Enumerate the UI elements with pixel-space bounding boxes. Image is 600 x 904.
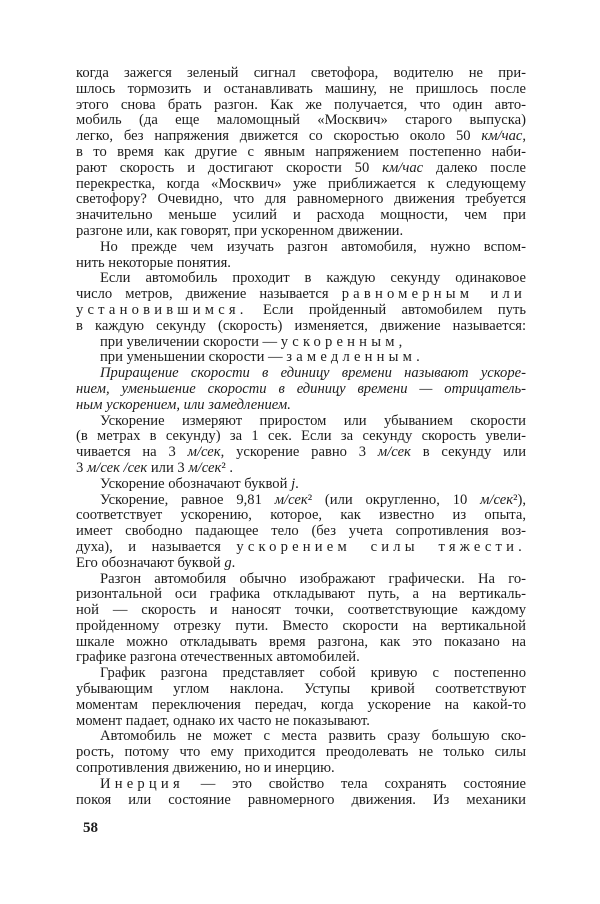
text-segment: Если автомобиль проходит в каждую секунду одинаковое [100,270,526,287]
text-line [76,714,526,730]
text-segment: легко, без напряжения движется со скоростью около 50 [76,128,482,145]
text-line [76,113,526,129]
text-line [76,287,526,303]
italic-text: м/сек [274,491,308,508]
text-line [76,177,526,193]
text-segment: (в метрах в секунду) за 1 сек. Если за секунду скорость увели- [76,428,526,445]
text-line [76,682,526,698]
text-line [76,635,526,651]
text-line [76,587,526,603]
text-segment: , ускорение равно 3 [220,444,378,461]
text-line [76,603,526,619]
text-segment: далеко после [423,159,526,176]
italic-text: g [224,554,232,571]
italic-text: м/сек /сек [86,459,148,476]
text-segment: ² . [221,459,234,476]
text-segment: значительно меньше усилий и расхода мощности, чем при [76,207,526,224]
text-segment: момент падает, однако их часто не показывают. [76,712,370,729]
text-line [76,240,526,256]
text-segment: — это свойство тела сохранять состояние [183,775,526,792]
text-line [76,66,526,82]
italic-text: м/сек [377,444,411,461]
spaced-emphasis-text: ускоренным, [280,333,407,350]
italic-text: нием, уменьшение скорости в единицу времени — отрицатель- [76,380,526,397]
text-segment: убывающим углом наклона. Уступы кривой соответствуют [76,681,526,698]
text-segment: в каждую секунду (скорость) изменяется, движение называется: [76,317,526,334]
text-segment: рость, потому что ему приходится преодолевать не только силы [76,744,526,761]
text-segment: в секунду или [410,444,527,461]
text-segment: покоя или состояние равномерного движения. Из механики [76,791,526,808]
text-segment: шкале можно откладывать время разгона, как это показано на [76,633,526,650]
spaced-emphasis-text: ускорением силы тяжести. [236,538,526,555]
text-segment: в то время как другие с явным напряжением постепенно наби- [76,143,526,160]
text-line [76,335,526,351]
italic-text: км/час [382,159,424,176]
text-line [76,208,526,224]
text-segment: при увеличении скорости — [100,333,281,350]
text-line [76,319,526,335]
text-segment: 3 [76,459,87,476]
text-line [76,793,526,809]
text-segment: Его обозначают буквой [76,554,225,571]
text-segment: , [522,128,526,145]
text-segment: число метров, движение называется [76,286,342,303]
text-segment: когда зажегся зеленый сигнал светофора, водителю не при- [76,65,526,81]
text-line [76,698,526,714]
text-segment: Ускорение, равное 9,81 [100,491,275,508]
text-line [76,461,526,477]
text-line [76,556,526,572]
text-segment: Если пройденный автомобилем путь [247,301,526,318]
text-segment: соответствует ускорению, которое, как известно из опыта, [76,507,526,524]
text-line [76,145,526,161]
spaced-emphasis-text: установившимся. [76,301,248,318]
text-line [76,745,526,761]
text-line [76,382,526,398]
text-line [76,98,526,114]
text-line [76,572,526,588]
italic-text: ным ускорением, или замедлением. [76,396,291,413]
spaced-emphasis-text: Инерция [100,775,184,792]
text-line [76,256,526,272]
text-line [76,477,526,493]
text-line [76,729,526,745]
text-line [76,129,526,145]
text-segment: сопротивления движению, но и инерцию. [76,760,335,777]
text-line [76,524,526,540]
spaced-emphasis-text: равномерным или [341,286,526,303]
text-segment: разгоне или, как говорят, при ускоренном движении. [76,222,404,239]
text-segment: ной — скорость и наносят точки, соответствующие каждому [76,602,526,619]
text-segment: этого снова брать разгон. Как же получается, что один авто- [76,96,526,113]
text-segment: . [231,554,236,571]
text-line [76,398,526,414]
text-line [76,303,526,319]
text-segment: Ускорение обозначают буквой [100,475,292,492]
text-line [76,224,526,240]
italic-text: м/сек [187,444,221,461]
italic-text: м/сек [480,491,514,508]
text-segment: Ускорение измеряют приростом или убыванием скорости [100,412,526,429]
text-segment: нить некоторые понятия. [76,254,231,271]
text-segment: рают скорость и достигают скорости 50 [76,159,383,176]
text-line [76,445,526,461]
text-segment: шлось тормозить и останавливать машину, не пришлось после [76,80,526,97]
text-line [76,82,526,98]
text-segment: Разгон автомобиля обычно изображают графически. На го- [100,570,526,587]
text-segment: при уменьшении скорости — [100,349,287,366]
italic-text: Приращение скорости в единицу времени называют ускоре- [100,365,526,382]
text-line [76,761,526,777]
text-line [76,666,526,682]
text-line [76,650,526,666]
text-segment: или 3 [147,459,189,476]
text-segment: . [295,475,299,492]
text-line [76,493,526,509]
text-segment: ризонтальной оси графика откладывают путь, а на вертикаль- [76,586,526,603]
text-line [76,508,526,524]
text-segment: пройденному отрезку пути. Вместо скорости на вертикальной [76,617,526,634]
text-line [76,619,526,635]
text-line [76,271,526,287]
text-line [76,414,526,430]
text-segment: График разгона представляет собой кривую с постепенно [100,665,526,682]
body-text [76,66,526,808]
text-segment: перекрестка, когда «Москвич» уже приближается к следующему [76,175,526,192]
spaced-emphasis-text: замедленным. [286,349,424,366]
text-line [76,350,526,366]
text-segment: графике разгона отечественных автомобилей. [76,649,360,666]
text-segment: Но прежде чем изучать разгон автомобиля, нужно вспом- [100,238,526,255]
page-number: 58 [83,820,98,836]
text-segment: светофору? Очевидно, что для равномерного движения требуется [76,191,526,208]
text-line [76,161,526,177]
text-segment: моментам переключения передач, когда ускорение на какой-то [76,696,526,713]
text-segment: Автомобиль не может с места развить сразу большую ско- [100,728,526,745]
text-line [76,429,526,445]
italic-text: м/сек [188,459,222,476]
text-segment: духа), и называется [76,538,237,555]
text-line [76,777,526,793]
text-line [76,366,526,382]
italic-text: j [291,475,296,492]
text-segment: чивается на 3 [76,444,188,461]
text-segment: имеет свободно падающее тело (без учета сопротивления воз- [76,523,526,540]
text-segment: мобиль (да еще маломощный «Москвич» старого выпуска) [76,112,526,129]
italic-text: км/час [481,128,523,145]
text-line [76,192,526,208]
text-line [76,540,526,556]
text-segment: ² (или округленно, 10 [307,491,481,508]
text-segment: ²), [513,491,526,508]
